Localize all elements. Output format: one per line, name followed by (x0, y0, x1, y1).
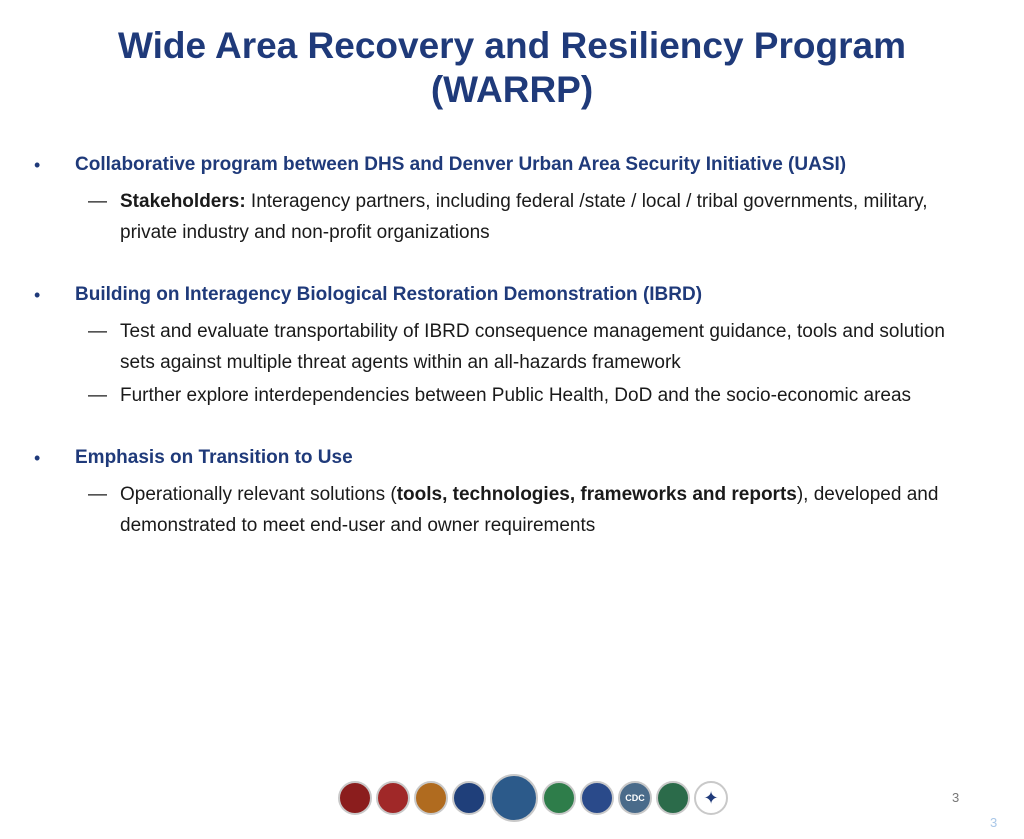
epa-seal-icon (542, 781, 576, 815)
sub-bullet-solutions (0, 479, 1024, 541)
bullet-item-transition (0, 443, 1024, 473)
dash-icon: — (88, 191, 107, 212)
bullet-list (0, 150, 1024, 543)
denver-uasi-seal-icon (490, 774, 538, 822)
bullet-text: Building on Interagency Biological Restoration Demonstration (IBRD) (75, 284, 703, 305)
hhs-seal-icon: ✦ (694, 781, 728, 815)
title-line-2: (WARRP) (430, 69, 594, 110)
sub-bullet-bold: Stakeholders: (120, 191, 246, 212)
bullet-icon: • (34, 155, 41, 175)
bullet-icon: • (34, 285, 41, 305)
bullet-icon: • (34, 448, 41, 468)
dod-seal-icon (580, 781, 614, 815)
sub-bullet-stakeholders (0, 186, 1024, 248)
bullet-item-collaborative (0, 150, 1024, 180)
dhs-seal-icon (452, 781, 486, 815)
slide-title (40, 24, 984, 112)
doe-seal-icon (656, 781, 690, 815)
page-number-secondary: 3 (990, 815, 998, 830)
sub-bullet-interdependencies (0, 380, 1024, 411)
dash-icon: — (88, 321, 107, 342)
sub-bullet-text-post: ), developed and demonstrated to meet end-user and owner requirements (120, 484, 939, 536)
tribal-seal-icon (414, 781, 448, 815)
sub-bullet-text: Further explore interdependencies between Public Health, DoD and the socio-economic areas (120, 385, 912, 406)
sub-bullet-bold: tools, technologies, frameworks and reports (396, 484, 797, 505)
bullet-item-ibrd (0, 280, 1024, 310)
sub-bullet-text-pre: Operationally relevant solutions ( (120, 484, 397, 505)
cdc-seal-icon: CDC (618, 781, 652, 815)
sub-bullet-text: Test and evaluate transportability of IBRD consequence management guidance, tools and solution sets against multiple threat agents within an all-hazards framework (120, 321, 945, 373)
colorado-seal-icon (338, 781, 372, 815)
bullet-text: Emphasis on Transition to Use (75, 447, 353, 468)
dash-icon: — (88, 385, 107, 406)
sub-bullet-text: Interagency partners, including federal /state / local / tribal governments, military, private industry and non-profit organizations (120, 191, 928, 243)
bullet-text: Collaborative program between DHS and Denver Urban Area Security Initiative (UASI) (75, 154, 847, 175)
page-number: 3 (952, 790, 960, 805)
city-seal-icon (376, 781, 410, 815)
dash-icon: — (88, 484, 107, 505)
title-line-1: Wide Area Recovery and Resiliency Program (118, 25, 906, 66)
sub-bullet-test-evaluate (0, 316, 1024, 378)
partner-logos (338, 772, 728, 824)
